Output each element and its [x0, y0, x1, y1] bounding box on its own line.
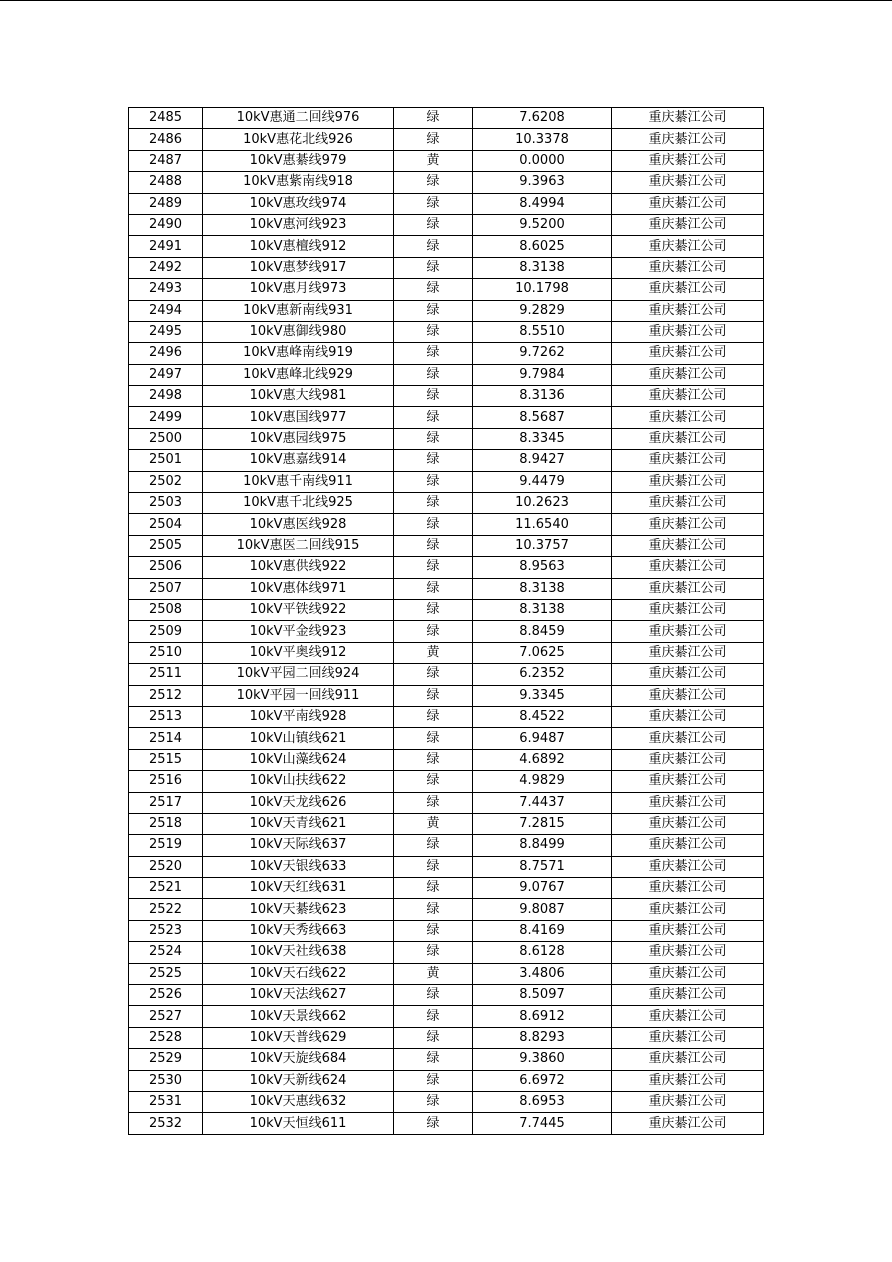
status-cell: 绿 [394, 771, 473, 792]
company-cell: 重庆綦江公司 [612, 279, 764, 300]
line-name-cell: 10kV天景线662 [203, 1006, 394, 1027]
table-row [129, 279, 764, 300]
status-cell: 绿 [394, 300, 473, 321]
status-cell: 绿 [394, 578, 473, 599]
row-number-cell: 2524 [129, 942, 203, 963]
table-row [129, 813, 764, 834]
company-cell: 重庆綦江公司 [612, 835, 764, 856]
row-number-cell: 2519 [129, 835, 203, 856]
status-cell: 绿 [394, 899, 473, 920]
value-cell: 8.3136 [473, 386, 612, 407]
table-row [129, 108, 764, 129]
value-cell: 9.5200 [473, 214, 612, 235]
company-cell: 重庆綦江公司 [612, 685, 764, 706]
company-cell: 重庆綦江公司 [612, 813, 764, 834]
row-number-cell: 2492 [129, 257, 203, 278]
table-row [129, 129, 764, 150]
line-name-cell: 10kV惠大线981 [203, 386, 394, 407]
line-name-cell: 10kV惠供线922 [203, 557, 394, 578]
company-cell: 重庆綦江公司 [612, 942, 764, 963]
value-cell: 4.9829 [473, 771, 612, 792]
line-name-cell: 10kV惠国线977 [203, 407, 394, 428]
data-table [128, 107, 764, 1135]
table-row [129, 792, 764, 813]
row-number-cell: 2522 [129, 899, 203, 920]
company-cell: 重庆綦江公司 [612, 428, 764, 449]
line-name-cell: 10kV天普线629 [203, 1027, 394, 1048]
company-cell: 重庆綦江公司 [612, 236, 764, 257]
status-cell: 绿 [394, 1027, 473, 1048]
table-row [129, 214, 764, 235]
table-row [129, 685, 764, 706]
status-cell: 绿 [394, 108, 473, 129]
company-cell: 重庆綦江公司 [612, 878, 764, 899]
company-cell: 重庆綦江公司 [612, 364, 764, 385]
table-row [129, 920, 764, 941]
line-name-cell: 10kV平奥线912 [203, 642, 394, 663]
status-cell: 绿 [394, 1049, 473, 1070]
status-cell: 绿 [394, 985, 473, 1006]
company-cell: 重庆綦江公司 [612, 386, 764, 407]
company-cell: 重庆綦江公司 [612, 985, 764, 1006]
table-row [129, 535, 764, 556]
row-number-cell: 2505 [129, 535, 203, 556]
table-row [129, 193, 764, 214]
value-cell: 9.3860 [473, 1049, 612, 1070]
row-number-cell: 2526 [129, 985, 203, 1006]
line-name-cell: 10kV天社线638 [203, 942, 394, 963]
row-number-cell: 2520 [129, 856, 203, 877]
value-cell: 8.8293 [473, 1027, 612, 1048]
table-row [129, 642, 764, 663]
table-row [129, 514, 764, 535]
table-row [129, 300, 764, 321]
row-number-cell: 2496 [129, 343, 203, 364]
row-number-cell: 2491 [129, 236, 203, 257]
value-cell: 9.7984 [473, 364, 612, 385]
status-cell: 黄 [394, 963, 473, 984]
line-name-cell: 10kV惠千南线911 [203, 471, 394, 492]
row-number-cell: 2504 [129, 514, 203, 535]
table-row [129, 257, 764, 278]
status-cell: 绿 [394, 257, 473, 278]
row-number-cell: 2503 [129, 493, 203, 514]
row-number-cell: 2488 [129, 172, 203, 193]
line-name-cell: 10kV天红线631 [203, 878, 394, 899]
status-cell: 绿 [394, 1113, 473, 1134]
value-cell: 10.3378 [473, 129, 612, 150]
line-name-cell: 10kV惠花北线926 [203, 129, 394, 150]
row-number-cell: 2508 [129, 599, 203, 620]
company-cell: 重庆綦江公司 [612, 1091, 764, 1112]
company-cell: 重庆綦江公司 [612, 642, 764, 663]
table-row [129, 364, 764, 385]
line-name-cell: 10kV惠玫线974 [203, 193, 394, 214]
table-row [129, 1070, 764, 1091]
table-row [129, 985, 764, 1006]
line-name-cell: 10kV天石线622 [203, 963, 394, 984]
company-cell: 重庆綦江公司 [612, 172, 764, 193]
row-number-cell: 2506 [129, 557, 203, 578]
row-number-cell: 2487 [129, 150, 203, 171]
company-cell: 重庆綦江公司 [612, 792, 764, 813]
company-cell: 重庆綦江公司 [612, 963, 764, 984]
company-cell: 重庆綦江公司 [612, 728, 764, 749]
company-cell: 重庆綦江公司 [612, 108, 764, 129]
line-name-cell: 10kV天龙线626 [203, 792, 394, 813]
row-number-cell: 2510 [129, 642, 203, 663]
value-cell: 9.3345 [473, 685, 612, 706]
row-number-cell: 2528 [129, 1027, 203, 1048]
value-cell: 4.6892 [473, 749, 612, 770]
table-row [129, 1027, 764, 1048]
company-cell: 重庆綦江公司 [612, 471, 764, 492]
table-row [129, 728, 764, 749]
value-cell: 10.3757 [473, 535, 612, 556]
status-cell: 绿 [394, 557, 473, 578]
row-number-cell: 2532 [129, 1113, 203, 1134]
value-cell: 9.2829 [473, 300, 612, 321]
status-cell: 绿 [394, 621, 473, 642]
line-name-cell: 10kV惠綦线979 [203, 150, 394, 171]
row-number-cell: 2495 [129, 321, 203, 342]
company-cell: 重庆綦江公司 [612, 621, 764, 642]
company-cell: 重庆綦江公司 [612, 150, 764, 171]
status-cell: 绿 [394, 706, 473, 727]
line-name-cell: 10kV惠河线923 [203, 214, 394, 235]
line-name-cell: 10kV平铁线922 [203, 599, 394, 620]
line-name-cell: 10kV惠月线973 [203, 279, 394, 300]
company-cell: 重庆綦江公司 [612, 1027, 764, 1048]
row-number-cell: 2494 [129, 300, 203, 321]
status-cell: 黄 [394, 642, 473, 663]
row-number-cell: 2513 [129, 706, 203, 727]
company-cell: 重庆綦江公司 [612, 535, 764, 556]
value-cell: 8.8499 [473, 835, 612, 856]
table-row [129, 471, 764, 492]
value-cell: 8.4522 [473, 706, 612, 727]
company-cell: 重庆綦江公司 [612, 578, 764, 599]
value-cell: 8.4169 [473, 920, 612, 941]
row-number-cell: 2512 [129, 685, 203, 706]
row-number-cell: 2500 [129, 428, 203, 449]
line-name-cell: 10kV山镇线621 [203, 728, 394, 749]
line-name-cell: 10kV惠嘉线914 [203, 450, 394, 471]
company-cell: 重庆綦江公司 [612, 493, 764, 514]
company-cell: 重庆綦江公司 [612, 257, 764, 278]
value-cell: 8.6025 [473, 236, 612, 257]
company-cell: 重庆綦江公司 [612, 321, 764, 342]
line-name-cell: 10kV惠檀线912 [203, 236, 394, 257]
company-cell: 重庆綦江公司 [612, 214, 764, 235]
line-name-cell: 10kV惠紫南线918 [203, 172, 394, 193]
status-cell: 绿 [394, 792, 473, 813]
company-cell: 重庆綦江公司 [612, 300, 764, 321]
table-row [129, 599, 764, 620]
page-top-border [0, 0, 892, 1]
company-cell: 重庆綦江公司 [612, 1113, 764, 1134]
value-cell: 8.6912 [473, 1006, 612, 1027]
table-row [129, 1113, 764, 1134]
line-name-cell: 10kV惠园线975 [203, 428, 394, 449]
row-number-cell: 2518 [129, 813, 203, 834]
line-name-cell: 10kV惠峰北线929 [203, 364, 394, 385]
line-name-cell: 10kV惠千北线925 [203, 493, 394, 514]
table-row [129, 706, 764, 727]
row-number-cell: 2507 [129, 578, 203, 599]
value-cell: 8.8459 [473, 621, 612, 642]
table-row [129, 428, 764, 449]
company-cell: 重庆綦江公司 [612, 193, 764, 214]
row-number-cell: 2499 [129, 407, 203, 428]
value-cell: 6.9487 [473, 728, 612, 749]
status-cell: 绿 [394, 279, 473, 300]
value-cell: 10.1798 [473, 279, 612, 300]
value-cell: 8.5510 [473, 321, 612, 342]
line-name-cell: 10kV天旋线684 [203, 1049, 394, 1070]
table-row [129, 557, 764, 578]
value-cell: 8.9563 [473, 557, 612, 578]
line-name-cell: 10kV平园二回线924 [203, 664, 394, 685]
line-name-cell: 10kV山扶线622 [203, 771, 394, 792]
company-cell: 重庆綦江公司 [612, 1049, 764, 1070]
status-cell: 绿 [394, 343, 473, 364]
status-cell: 绿 [394, 856, 473, 877]
line-name-cell: 10kV惠御线980 [203, 321, 394, 342]
row-number-cell: 2517 [129, 792, 203, 813]
table-row [129, 749, 764, 770]
row-number-cell: 2515 [129, 749, 203, 770]
row-number-cell: 2485 [129, 108, 203, 129]
company-cell: 重庆綦江公司 [612, 129, 764, 150]
company-cell: 重庆綦江公司 [612, 856, 764, 877]
table-row [129, 856, 764, 877]
company-cell: 重庆綦江公司 [612, 1070, 764, 1091]
value-cell: 8.5097 [473, 985, 612, 1006]
table-row [129, 664, 764, 685]
value-cell: 7.0625 [473, 642, 612, 663]
table-body [129, 108, 764, 1135]
status-cell: 绿 [394, 514, 473, 535]
status-cell: 绿 [394, 493, 473, 514]
row-number-cell: 2523 [129, 920, 203, 941]
status-cell: 黄 [394, 813, 473, 834]
value-cell: 8.3138 [473, 578, 612, 599]
status-cell: 绿 [394, 664, 473, 685]
status-cell: 绿 [394, 321, 473, 342]
table-row [129, 1049, 764, 1070]
row-number-cell: 2490 [129, 214, 203, 235]
value-cell: 8.7571 [473, 856, 612, 877]
line-name-cell: 10kV天法线627 [203, 985, 394, 1006]
table-row [129, 407, 764, 428]
value-cell: 8.6953 [473, 1091, 612, 1112]
table-row [129, 493, 764, 514]
status-cell: 黄 [394, 150, 473, 171]
row-number-cell: 2525 [129, 963, 203, 984]
status-cell: 绿 [394, 685, 473, 706]
value-cell: 7.4437 [473, 792, 612, 813]
value-cell: 7.7445 [473, 1113, 612, 1134]
status-cell: 绿 [394, 450, 473, 471]
status-cell: 绿 [394, 942, 473, 963]
row-number-cell: 2501 [129, 450, 203, 471]
row-number-cell: 2516 [129, 771, 203, 792]
line-name-cell: 10kV惠峰南线919 [203, 343, 394, 364]
table-row [129, 150, 764, 171]
table-row [129, 236, 764, 257]
line-name-cell: 10kV惠医线928 [203, 514, 394, 535]
line-name-cell: 10kV惠梦线917 [203, 257, 394, 278]
table-row [129, 172, 764, 193]
value-cell: 0.0000 [473, 150, 612, 171]
table-row [129, 321, 764, 342]
row-number-cell: 2511 [129, 664, 203, 685]
table-row [129, 343, 764, 364]
row-number-cell: 2502 [129, 471, 203, 492]
line-name-cell: 10kV惠体线971 [203, 578, 394, 599]
table-row [129, 386, 764, 407]
status-cell: 绿 [394, 129, 473, 150]
value-cell: 8.9427 [473, 450, 612, 471]
status-cell: 绿 [394, 920, 473, 941]
status-cell: 绿 [394, 364, 473, 385]
value-cell: 11.6540 [473, 514, 612, 535]
row-number-cell: 2489 [129, 193, 203, 214]
value-cell: 3.4806 [473, 963, 612, 984]
row-number-cell: 2509 [129, 621, 203, 642]
row-number-cell: 2497 [129, 364, 203, 385]
status-cell: 绿 [394, 386, 473, 407]
status-cell: 绿 [394, 407, 473, 428]
status-cell: 绿 [394, 193, 473, 214]
line-name-cell: 10kV平南线928 [203, 706, 394, 727]
company-cell: 重庆綦江公司 [612, 664, 764, 685]
line-name-cell: 10kV惠医二回线915 [203, 535, 394, 556]
table-row [129, 963, 764, 984]
value-cell: 10.2623 [473, 493, 612, 514]
table-row [129, 771, 764, 792]
row-number-cell: 2486 [129, 129, 203, 150]
table-row [129, 835, 764, 856]
line-name-cell: 10kV天秀线663 [203, 920, 394, 941]
value-cell: 7.2815 [473, 813, 612, 834]
company-cell: 重庆綦江公司 [612, 343, 764, 364]
company-cell: 重庆綦江公司 [612, 557, 764, 578]
row-number-cell: 2531 [129, 1091, 203, 1112]
line-name-cell: 10kV天际线637 [203, 835, 394, 856]
company-cell: 重庆綦江公司 [612, 450, 764, 471]
table-row [129, 1006, 764, 1027]
table-row [129, 899, 764, 920]
company-cell: 重庆綦江公司 [612, 899, 764, 920]
table-row [129, 621, 764, 642]
company-cell: 重庆綦江公司 [612, 771, 764, 792]
table-row [129, 1091, 764, 1112]
table-row [129, 942, 764, 963]
value-cell: 7.6208 [473, 108, 612, 129]
value-cell: 8.3138 [473, 257, 612, 278]
row-number-cell: 2527 [129, 1006, 203, 1027]
line-name-cell: 10kV天綦线623 [203, 899, 394, 920]
value-cell: 8.3345 [473, 428, 612, 449]
company-cell: 重庆綦江公司 [612, 706, 764, 727]
row-number-cell: 2529 [129, 1049, 203, 1070]
company-cell: 重庆綦江公司 [612, 749, 764, 770]
status-cell: 绿 [394, 236, 473, 257]
row-number-cell: 2530 [129, 1070, 203, 1091]
line-name-cell: 10kV天惠线632 [203, 1091, 394, 1112]
status-cell: 绿 [394, 835, 473, 856]
value-cell: 8.3138 [473, 599, 612, 620]
line-name-cell: 10kV平金线923 [203, 621, 394, 642]
line-name-cell: 10kV天青线621 [203, 813, 394, 834]
value-cell: 9.4479 [473, 471, 612, 492]
value-cell: 8.6128 [473, 942, 612, 963]
status-cell: 绿 [394, 172, 473, 193]
line-name-cell: 10kV惠新南线931 [203, 300, 394, 321]
table-row [129, 450, 764, 471]
status-cell: 绿 [394, 1006, 473, 1027]
table-row [129, 578, 764, 599]
status-cell: 绿 [394, 749, 473, 770]
company-cell: 重庆綦江公司 [612, 599, 764, 620]
status-cell: 绿 [394, 599, 473, 620]
status-cell: 绿 [394, 878, 473, 899]
value-cell: 9.7262 [473, 343, 612, 364]
status-cell: 绿 [394, 1091, 473, 1112]
line-name-cell: 10kV山藻线624 [203, 749, 394, 770]
value-cell: 9.0767 [473, 878, 612, 899]
company-cell: 重庆綦江公司 [612, 920, 764, 941]
line-name-cell: 10kV天银线633 [203, 856, 394, 877]
value-cell: 8.4994 [473, 193, 612, 214]
table-row [129, 878, 764, 899]
row-number-cell: 2514 [129, 728, 203, 749]
value-cell: 9.8087 [473, 899, 612, 920]
status-cell: 绿 [394, 535, 473, 556]
value-cell: 6.2352 [473, 664, 612, 685]
company-cell: 重庆綦江公司 [612, 407, 764, 428]
line-name-cell: 10kV天新线624 [203, 1070, 394, 1091]
value-cell: 6.6972 [473, 1070, 612, 1091]
status-cell: 绿 [394, 214, 473, 235]
status-cell: 绿 [394, 471, 473, 492]
row-number-cell: 2521 [129, 878, 203, 899]
value-cell: 9.3963 [473, 172, 612, 193]
line-name-cell: 10kV平园一回线911 [203, 685, 394, 706]
status-cell: 绿 [394, 1070, 473, 1091]
company-cell: 重庆綦江公司 [612, 514, 764, 535]
status-cell: 绿 [394, 728, 473, 749]
line-name-cell: 10kV惠通二回线976 [203, 108, 394, 129]
line-name-cell: 10kV天恒线611 [203, 1113, 394, 1134]
company-cell: 重庆綦江公司 [612, 1006, 764, 1027]
row-number-cell: 2498 [129, 386, 203, 407]
value-cell: 8.5687 [473, 407, 612, 428]
row-number-cell: 2493 [129, 279, 203, 300]
status-cell: 绿 [394, 428, 473, 449]
